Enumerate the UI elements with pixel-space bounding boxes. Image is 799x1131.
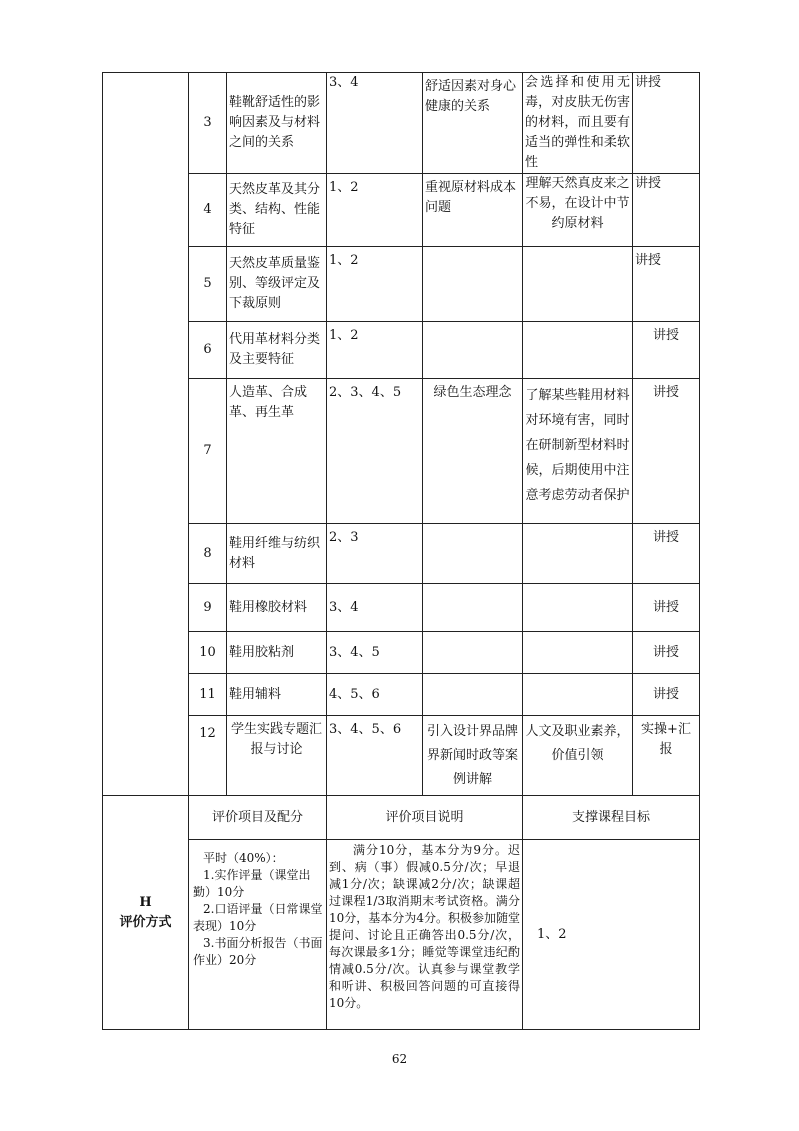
goals-cell: 3、4 [327,584,423,632]
points-cell [523,632,633,674]
topic-cell: 鞋用胶粘剂 [227,632,327,674]
ideology-cell [423,584,523,632]
goals-cell: 3、4、5 [327,632,423,674]
ideology-cell [423,674,523,716]
topic-cell: 鞋靴舒适性的影响因素及与材料之间的关系 [227,73,327,174]
row-number: 4 [189,174,227,247]
ideology-cell [423,247,523,322]
topic-cell: 代用革材料分类及主要特征 [227,322,327,379]
table-row [103,524,700,584]
points-cell [523,524,633,584]
goals-cell: 2、3、4、5 [327,379,423,524]
method-cell: 讲授 [633,322,700,379]
ideology-cell [423,524,523,584]
table-row [103,584,700,632]
table-row [103,174,700,247]
ideology-cell: 引入设计界品牌界新闻时政等案例讲解 [423,716,523,796]
table-row [103,322,700,379]
table-row [103,247,700,322]
evaluation-section-label [103,796,189,1030]
ideology-cell: 重视原材料成本问题 [423,174,523,247]
course-plan-table [102,72,700,1030]
evaluation-header-row [103,796,700,840]
table-row [103,716,700,796]
points-cell [523,584,633,632]
page-number: 62 [391,1052,408,1066]
method-cell: 讲授 [633,674,700,716]
left-blank-cell [103,73,189,796]
item-line: 2.口语评量（日常课堂表现）10分 [193,902,323,933]
evaluation-desc-cell: 满分10分，基本分为9分。迟到、病（事）假减0.5分/次；早退减1分/次；缺课减2分/次；缺课超过课程1/3取消期末考试资格。满分10分，基本分为4分。积极参加随堂提问、讨论且正确答出0.5分/次，每次课最多1分；睡觉等课堂违纪酌情减0.5分/次。认真参与课堂教学和听讲、积极回答问题的可直接得10分。 [327,840,523,1030]
ideology-cell: 绿色生态理念 [423,379,523,524]
item-line: 平时（40%）： [203,851,284,865]
table-row [103,674,700,716]
method-cell: 讲授 [633,247,700,322]
row-number: 11 [189,674,227,716]
goals-cell: 1、2 [327,174,423,247]
goals-cell: 1、2 [327,247,423,322]
table-row [103,632,700,674]
topic-cell: 天然皮革质量鉴别、等级评定及下裁原则 [227,247,327,322]
method-cell: 讲授 [633,73,700,174]
points-cell [523,247,633,322]
method-cell: 讲授 [633,174,700,247]
header-desc: 评价项目说明 [327,796,523,840]
row-number: 5 [189,247,227,322]
goals-cell: 4、5、6 [327,674,423,716]
points-cell: 人文及职业素养，价值引领 [523,716,633,796]
method-cell: 实操+汇报 [633,716,700,796]
header-items: 评价项目及配分 [189,796,327,840]
method-cell: 讲授 [633,524,700,584]
ideology-cell [423,632,523,674]
topic-cell: 天然皮革及其分类、结构、性能特征 [227,174,327,247]
topic-cell: 学生实践专题汇报与讨论 [227,716,327,796]
row-number: 3 [189,73,227,174]
method-cell: 讲授 [633,632,700,674]
topic-cell: 人造革、合成革、再生革 [227,379,327,524]
row-number: 10 [189,632,227,674]
item-line: 1.实作评量（课堂出勤）10分 [193,868,311,899]
points-cell: 会选择和使用无毒，对皮肤无伤害的材料，而且要有适当的弹性和柔软性 [523,73,633,174]
ideology-cell: 舒适因素对身心健康的关系 [423,73,523,174]
section-title: 评价方式 [119,914,172,930]
points-cell [523,322,633,379]
points-cell [523,674,633,716]
goals-cell: 3、4、5、6 [327,716,423,796]
section-code: H [139,894,152,910]
evaluation-targets-cell: 1、2 [523,840,700,1030]
method-cell: 讲授 [633,584,700,632]
evaluation-body-row [103,840,700,1030]
ideology-cell [423,322,523,379]
row-number: 12 [189,716,227,796]
item-line: 3.书面分析报告（书面作业）20分 [193,936,323,967]
row-number: 7 [189,379,227,524]
topic-cell: 鞋用纤维与纺织材料 [227,524,327,584]
method-cell: 讲授 [633,379,700,524]
goals-cell: 2、3 [327,524,423,584]
goals-cell: 3、4 [327,73,423,174]
header-targets: 支撑课程目标 [523,796,700,840]
table-row [103,379,700,524]
row-number: 9 [189,584,227,632]
goals-cell: 1、2 [327,322,423,379]
topic-cell: 鞋用橡胶材料 [227,584,327,632]
points-cell: 了解某些鞋用材料对环境有害，同时在研制新型材料时候，后期使用中注意考虑劳动者保护 [523,379,633,524]
topic-cell: 鞋用辅料 [227,674,327,716]
row-number: 6 [189,322,227,379]
evaluation-items-cell [189,840,327,1030]
table-row [103,73,700,174]
points-cell: 理解天然真皮来之不易，在设计中节约原材料 [523,174,633,247]
row-number: 8 [189,524,227,584]
